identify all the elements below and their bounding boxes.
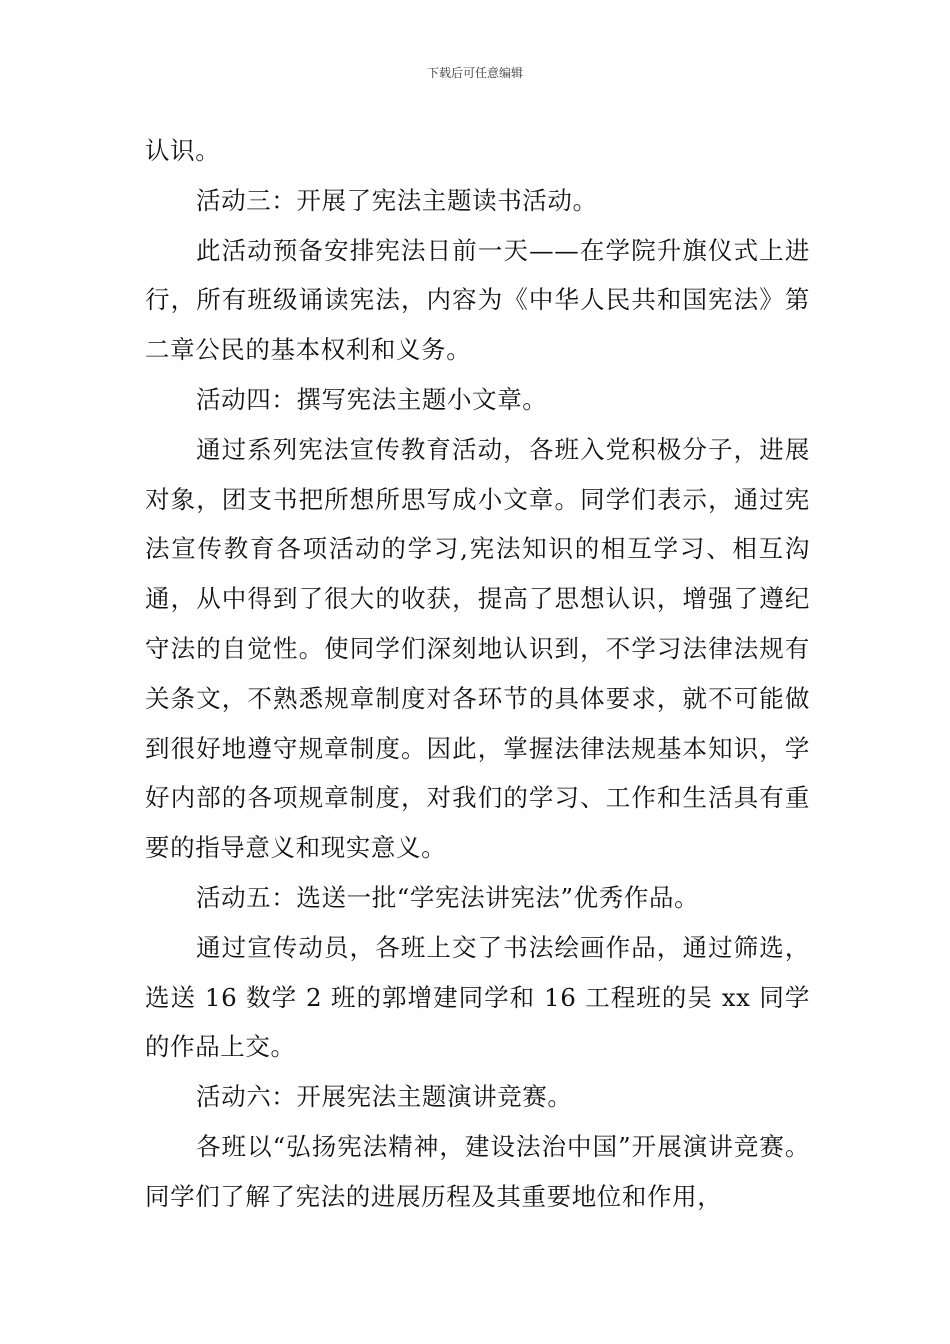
- activity-three-heading: 活动三：开展了宪法主题读书活动。: [196, 185, 598, 215]
- activity-four-paragraph: 通过系列宪法宣传教育活动，各班入党积极分子，进展对象，团支书把所想所思写成小文章。同学们表示，通过宪法宣传教育各项活动的学习,宪法知识的相互学习、相互沟通，从中得到了很大的收获，提高了思想认识，增强了遵纪守法的自觉性。使同学们深刻地认识到，不学习法律法规有关条文，不熟悉规章制度对各环节的具体要求，就不可能做到很好地遵守规章制度。因此，掌握法律法规基本知识，学好内部的各项规章制度，对我们的学习、工作和生活具有重要的指导意义和现实意义。: [145, 434, 810, 863]
- page-header-note: 下载后可任意编辑: [426, 66, 523, 80]
- activity-six-paragraph: 各班以“弘扬宪法精神，建设法治中国”开展演讲竞赛。同学们了解了宪法的进展历程及其重要地位和作用，: [145, 1131, 810, 1211]
- activity-three-paragraph: 此活动预备安排宪法日前一天——在学院升旗仪式上进行，所有班级诵读宪法，内容为《中华人民共和国宪法》第二章公民的基本权利和义务。: [145, 235, 810, 365]
- activity-six-heading: 活动六：开展宪法主题演讲竞赛。: [196, 1082, 573, 1112]
- activity-five-paragraph: 通过宣传动员，各班上交了书法绘画作品，通过筛选，选送 16 数学 2 班的郭增建同学和 16 工程班的吴 xx 同学的作品上交。: [145, 932, 810, 1062]
- activity-five-heading: 活动五：选送一批“学宪法讲宪法”优秀作品。: [196, 882, 700, 912]
- document-body: [145, 126, 810, 1222]
- activity-four-heading: 活动四：撰写宪法主题小文章。: [196, 384, 548, 414]
- paragraph-continuation: 认识。: [145, 136, 221, 165]
